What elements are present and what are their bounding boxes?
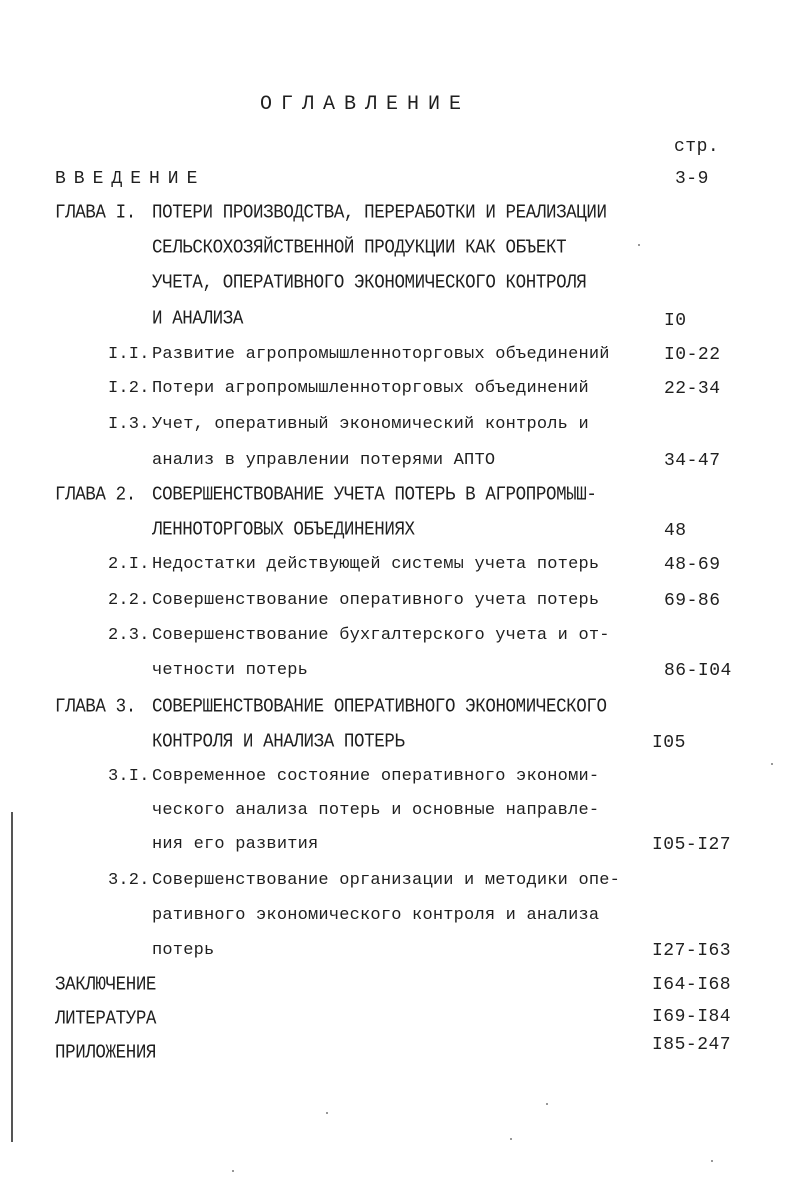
toc-conclusion-pages: I64-I68 <box>652 975 732 995</box>
chapter3-prefix: ГЛАВА 3. <box>55 695 136 719</box>
chapter2-pages: 48 <box>664 521 687 541</box>
chapter3-pages: I05 <box>652 733 686 753</box>
section-title-line: Учет, оперативный экономический контроль и <box>152 415 589 434</box>
toc-literature-label: ЛИТЕРАТУРА <box>55 1007 157 1031</box>
toc-introduction-label: ВВЕДЕНИЕ <box>55 169 206 189</box>
chapter1-pages: I0 <box>664 311 687 331</box>
section-title-line: Потери агропромышленноторговых объединений <box>152 379 589 398</box>
chapter2-prefix: ГЛАВА 2. <box>55 483 136 507</box>
section-pages: I27-I63 <box>652 941 732 961</box>
section-pages: 34-47 <box>664 451 721 471</box>
scan-speck <box>510 1138 512 1140</box>
chapter3-title-line: СОВЕРШЕНСТВОВАНИЕ ОПЕРАТИВНОГО ЭКОНОМИЧЕСКОГО <box>152 695 607 719</box>
section-title-line: анализ в управлении потерями АПТО <box>152 451 496 470</box>
chapter1-prefix: ГЛАВА I. <box>55 201 136 225</box>
toc-appendix-pages: I85-247 <box>652 1035 732 1055</box>
section-title-line: Развитие агропромышленноторговых объединений <box>152 345 610 364</box>
section-title-line: ративного экономического контроля и анализа <box>152 906 600 925</box>
section-pages: 69-86 <box>664 591 721 611</box>
section-pages: I0-22 <box>664 345 721 365</box>
section-number: I.2. <box>108 379 150 398</box>
section-number: 3.I. <box>108 767 150 786</box>
section-pages: 48-69 <box>664 555 721 575</box>
section-title-line: Совершенствование оперативного учета потерь <box>152 591 600 610</box>
section-number: 2.I. <box>108 555 150 574</box>
section-pages: 86-I04 <box>664 661 732 681</box>
chapter2-title-line: СОВЕРШЕНСТВОВАНИЕ УЧЕТА ПОТЕРЬ В АГРОПРОМЫШ- <box>152 483 597 507</box>
scan-speck <box>546 1103 548 1105</box>
section-title-line: ния его развития <box>152 835 319 854</box>
section-number: I.I. <box>108 345 150 364</box>
chapter1-title-line: ПОТЕРИ ПРОИЗВОДСТВА, ПЕРЕРАБОТКИ И РЕАЛИЗАЦИИ <box>152 201 607 225</box>
chapter1-title-line: СЕЛЬСКОХОЗЯЙСТВЕННОЙ ПРОДУКЦИИ КАК ОБЪЕКТ <box>152 236 567 260</box>
section-number: 2.2. <box>108 591 150 610</box>
toc-conclusion-label: ЗАКЛЮЧЕНИЕ <box>55 973 157 997</box>
page-column-label: стр. <box>674 137 720 157</box>
section-number: I.3. <box>108 415 150 434</box>
section-title-line: Совершенствование бухгалтерского учета и от- <box>152 626 610 645</box>
section-number: 2.3. <box>108 626 150 645</box>
scan-speck <box>771 763 773 765</box>
section-title-line: ческого анализа потерь и основные направле- <box>152 801 600 820</box>
section-title-line: Недостатки действующей системы учета потерь <box>152 555 600 574</box>
section-pages: I05-I27 <box>652 835 732 855</box>
toc-literature-pages: I69-I84 <box>652 1007 732 1027</box>
scan-speck <box>326 1112 328 1114</box>
chapter3-title-line: КОНТРОЛЯ И АНАЛИЗА ПОТЕРЬ <box>152 730 405 754</box>
chapter1-title-line: УЧЕТА, ОПЕРАТИВНОГО ЭКОНОМИЧЕСКОГО КОНТРОЛЯ <box>152 271 587 295</box>
section-pages: 22-34 <box>664 379 721 399</box>
scan-margin-line <box>11 812 13 1142</box>
scan-speck <box>638 244 640 246</box>
section-number: 3.2. <box>108 871 150 890</box>
scan-speck <box>232 1170 234 1172</box>
chapter2-title-line: ЛЕННОТОРГОВЫХ ОБЪЕДИНЕНИЯХ <box>152 518 415 542</box>
chapter1-title-line: И АНАЛИЗА <box>152 307 243 331</box>
toc-appendix-label: ПРИЛОЖЕНИЯ <box>55 1041 157 1065</box>
section-title-line: Совершенствование организации и методики опе- <box>152 871 621 890</box>
scan-speck <box>711 1160 713 1162</box>
section-title-line: потерь <box>152 941 215 960</box>
section-title-line: четности потерь <box>152 661 309 680</box>
section-title-line: Современное состояние оперативного экономи- <box>152 767 600 786</box>
toc-introduction-pages: 3-9 <box>675 169 709 189</box>
toc-title: ОГЛАВЛЕНИЕ <box>260 93 471 116</box>
